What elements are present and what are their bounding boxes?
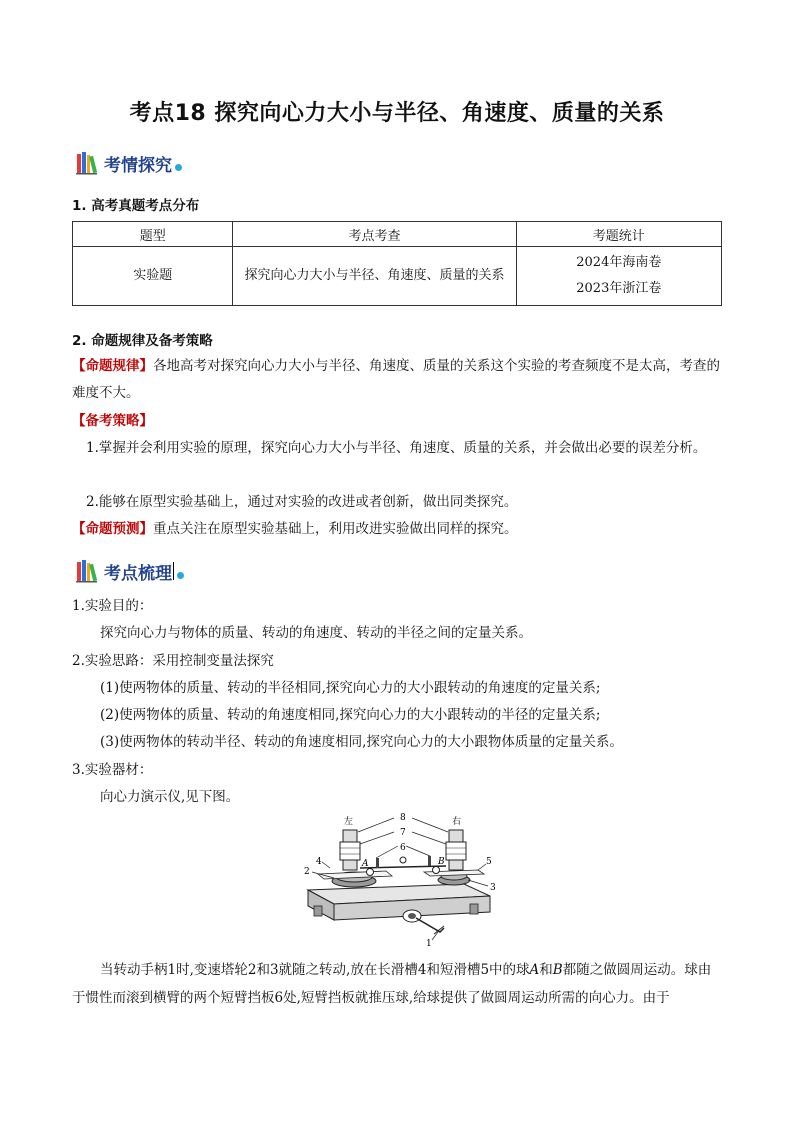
- forecast-text: 重点关注在原型实验基础上，利用改进实验做出同样的探究。: [153, 521, 518, 537]
- rule-label: 【命题规律】: [72, 358, 153, 374]
- forecast-paragraph: [72, 516, 724, 543]
- table-row: [73, 247, 722, 306]
- figure-label-5: 5: [486, 857, 492, 867]
- table-header-cell: 考点考查: [233, 222, 516, 247]
- figure-label-8: 8: [400, 813, 406, 823]
- table-cell-type: 实验题: [73, 247, 233, 306]
- strategy-label-line: [72, 408, 724, 435]
- purpose-heading: 1.实验目的：: [72, 598, 153, 614]
- section-header-key-points: [76, 556, 184, 586]
- strategy-item-1: 1.掌握并会利用实验的原理，探究向心力大小与半径、角速度、质量的关系，并会做出必要的误差分析。: [86, 440, 707, 456]
- subheading-rules-strategy: 2. 命题规律及备考策略: [72, 333, 213, 349]
- stat-line: 2024年海南卷: [576, 255, 662, 270]
- figure-label-7: 7: [400, 828, 406, 838]
- centripetal-force-apparatus-figure: [294, 808, 504, 948]
- table-header-row: [73, 222, 722, 247]
- table-header-cell: 题型: [73, 222, 233, 247]
- strategy-item-2: 2.能够在原型实验基础上，通过对实验的改进或者创新，做出同类探究。: [86, 494, 518, 510]
- idea-item-3: (3)使两物体的转动半径、转动的角速度相同,探究向心力的大小跟物体质量的定量关系。: [100, 734, 623, 750]
- ball-b-ref: B: [552, 962, 563, 978]
- equipment-heading: 3.实验器材：: [72, 762, 153, 778]
- figure-label-ball-a: A: [362, 859, 369, 869]
- books-icon: [76, 559, 98, 583]
- strategy-label: 【备考策略】: [72, 413, 153, 429]
- figure-label-2: 2: [304, 867, 310, 877]
- figure-label-1: 1: [426, 939, 432, 948]
- figure-label-ball-b: B: [438, 857, 445, 867]
- stat-line: 2023年浙江卷: [576, 281, 662, 296]
- exam-distribution-table: [72, 221, 722, 306]
- purpose-text: 探究向心力与物体的质量、转动的角速度、转动的半径之间的定量关系。: [100, 625, 532, 641]
- books-icon: [76, 151, 98, 175]
- section-label: 考点梳理: [104, 563, 172, 584]
- figure-label-6: 6: [400, 843, 406, 853]
- equipment-text: 向心力演示仪,见下图。: [100, 789, 240, 805]
- explanation-text-2: 都随之做圆周运动。球由于惯性而滚到横臂的两个短臂挡板6处,短臂挡板就推压球,给球提供了做圆周运动所需的向心力。由于: [72, 962, 712, 1006]
- section-header-exam-analysis: [76, 148, 182, 178]
- text-cursor: [173, 562, 174, 580]
- idea-heading: 2.实验思路：采用控制变量法探究: [72, 653, 274, 669]
- subheading-distribution: 1. 高考真题考点分布: [72, 198, 200, 214]
- rule-text: 各地高考对探究向心力大小与半径、角速度、质量的关系这个实验的考查频度不是太高，考查的难度不大。: [72, 358, 720, 401]
- figure-label-right: 右: [452, 817, 462, 827]
- table-header-cell: 考题统计: [516, 222, 721, 247]
- idea-item-1: (1)使两物体的质量、转动的半径相同,探究向心力的大小跟转动的角速度的定量关系;: [100, 680, 601, 696]
- forecast-label: 【命题预测】: [72, 521, 153, 537]
- ball-a-ref: A: [529, 962, 540, 978]
- table-cell-content-text: 探究向心力大小与半径、角速度、质量的关系: [244, 268, 505, 283]
- explanation-and: 和: [539, 962, 553, 978]
- bullet-dot-icon: [175, 164, 182, 171]
- figure-label-left: 左: [344, 817, 354, 827]
- table-cell-stats: [516, 247, 721, 306]
- section-label: 考情探究: [104, 155, 172, 176]
- table-cell-content: [233, 247, 516, 306]
- figure-label-3: 3: [490, 883, 496, 893]
- bullet-dot-icon: [177, 572, 184, 579]
- figure-label-4: 4: [316, 857, 322, 867]
- page-title: 考点18 探究向心力大小与半径、角速度、质量的关系: [129, 101, 665, 126]
- rule-paragraph: [72, 353, 724, 407]
- explanation-paragraph: [72, 956, 724, 1012]
- idea-item-2: (2)使两物体的质量、转动的角速度相同,探究向心力的大小跟转动的半径的定量关系;: [100, 707, 601, 723]
- explanation-text-1: 当转动手柄1时,变速塔轮2和3就随之转动,放在长滑槽4和短滑槽5中的球: [100, 962, 530, 978]
